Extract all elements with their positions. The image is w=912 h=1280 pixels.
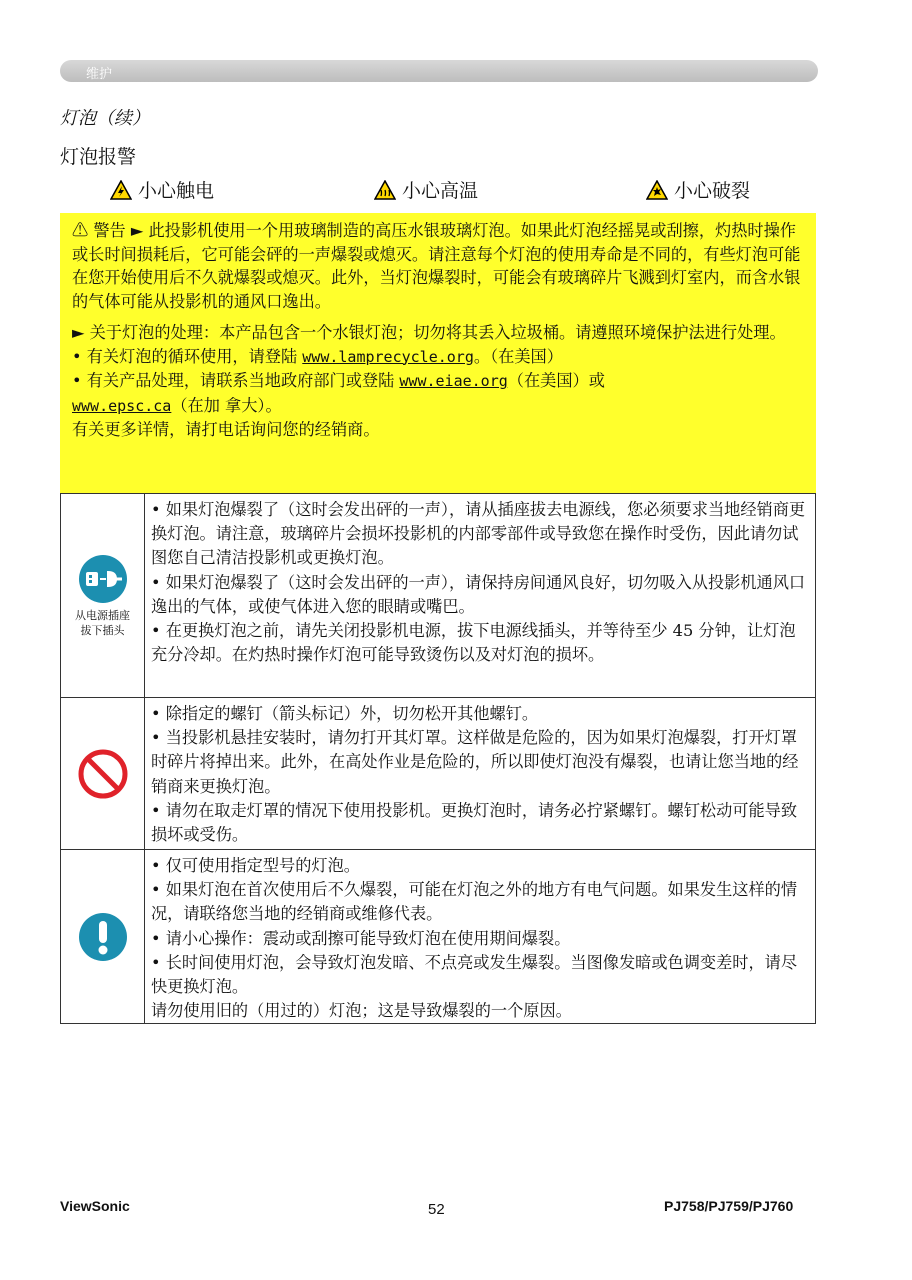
- warning-box: [60, 213, 816, 493]
- table-row: [61, 697, 815, 849]
- disposal-region: （在美国）或: [507, 371, 605, 390]
- eiae-link[interactable]: www.eiae.org: [399, 372, 508, 390]
- row3-line-3: • 请小心操作：震动或刮擦可能导致灯泡在使用期间爆裂。: [151, 928, 571, 948]
- row2-line-2: • 当投影机悬挂安装时，请勿打开其灯罩。这样做是危险的，因为如果灯泡爆裂，打开灯罩时碎片将掉出来。此外，在高处作业是危险的，所以即使灯泡没有爆裂，也请让您当地的经销商来更换灯泡。: [151, 728, 799, 796]
- row3-line-1: • 仅可使用指定型号的灯泡。: [151, 856, 360, 875]
- row3-line-4: • 长时间使用灯泡，会导致灯泡发暗、不点亮或发生爆裂。当图像发暗或色调变差时，请尽快更换灯泡。: [151, 952, 798, 997]
- explosion-icon: [646, 180, 668, 200]
- caution-electric-label: 小心触电: [138, 180, 215, 202]
- page-number: 52: [428, 1201, 445, 1218]
- safety-table: [60, 493, 816, 1024]
- caution-electric: [110, 176, 214, 203]
- epsc-link[interactable]: www.epsc.ca: [72, 396, 172, 415]
- footer-model: PJ758/PJ759/PJ760: [664, 1198, 794, 1214]
- table-row: [61, 849, 815, 1023]
- row3-line-2: • 如果灯泡在首次使用后不久爆裂，可能在灯泡之外的地方有电气问题。如果发生这样的情况，请联络您当地的经销商或维修代表。: [151, 880, 798, 924]
- disposal-region-canada: （在加 拿大）。: [171, 395, 282, 415]
- header-label: 维护: [86, 67, 113, 82]
- unplug-icon: [78, 554, 128, 604]
- lamprecycle-link[interactable]: www.lamprecycle.org: [302, 347, 474, 366]
- caution-explosion-label: 小心破裂: [674, 180, 751, 202]
- footer-brand: ViewSonic: [60, 1198, 130, 1214]
- warning-paragraph-2: ► 关于灯泡的处理：本产品包含一个水银灯泡；切勿将其丢入垃圾桶。请遵照环境保护法进行处理。: [72, 323, 786, 342]
- text-cell: [145, 494, 815, 697]
- caution-heat-label: 小心高温: [402, 180, 479, 202]
- header-bar: [60, 60, 818, 82]
- unplug-label: 从电源插座 拔下插头: [75, 608, 130, 637]
- section-title: 灯泡（续）: [60, 108, 150, 129]
- row1-line-3: • 在更换灯泡之前，请先关闭投影机电源，拔下电源线插头，并等待至少 45 分钟，让灯泡充分冷却。在灼热时操作灯泡可能导致烫伤以及对灯泡的损坏。: [151, 621, 796, 665]
- row3-line-5: 请勿使用旧的（用过的）灯泡；这是导致爆裂的一个原因。: [151, 1001, 572, 1021]
- exclamation-icon: [77, 911, 129, 963]
- hot-surface-icon: [374, 180, 396, 200]
- icon-cell: [61, 698, 145, 849]
- row2-line-1: • 除指定的螺钉（箭头标记）外，切勿松开其他螺钉。: [151, 704, 539, 723]
- warning-recycle-line: [72, 345, 804, 370]
- recycle-region: 。（在美国）: [473, 346, 563, 366]
- text-cell: [145, 850, 815, 1023]
- icon-cell: [61, 494, 145, 697]
- caution-explosion: [646, 176, 750, 203]
- caution-heat: [374, 176, 478, 203]
- electric-shock-icon: [110, 180, 132, 200]
- sub-title: 灯泡报警: [60, 146, 137, 168]
- recycle-text: • 有关灯泡的循环使用，请登陆: [72, 346, 303, 366]
- text-cell: [145, 698, 815, 849]
- row1-line-1: • 如果灯泡爆裂了（这时会发出砰的一声），请从插座拔去电源线，您必须要求当地经销商更换灯泡。请注意，玻璃碎片会损坏投影机的内部零部件或导致您在操作时受伤，因此请勿试图您自己清洁投影机或更换灯泡。: [151, 500, 806, 568]
- row2-line-3: • 请勿在取走灯罩的情况下使用投影机。更换灯泡时，请务必拧紧螺钉。螺钉松动可能导致损坏或受伤。: [151, 800, 798, 845]
- disposal-text: • 有关产品处理，请联系当地政府部门或登陆: [72, 371, 400, 390]
- table-row: [61, 493, 815, 697]
- icon-cell: [61, 850, 145, 1023]
- prohibited-icon: [77, 748, 129, 800]
- warning-contact-line: 有关更多详情，请打电话询问您的经销商。: [72, 420, 380, 439]
- warning-disposal-line: [72, 369, 804, 418]
- warning-paragraph-1: ⚠ 警告 ► 此投影机使用一个用玻璃制造的高压水银玻璃灯泡。如果此灯泡经摇晃或刮擦，灼热时操作或长时间损耗后，它可能会砰的一声爆裂或熄灭。请注意每个灯泡的使用寿命是不同的，有些灯泡可能在您开始使用后不久就爆裂或熄灭。此外，当灯泡爆裂时，可能会有玻璃碎片飞溅到灯室内，而含水银的气体可能从投影机的通风口逸出。: [72, 221, 801, 311]
- row1-line-2: • 如果灯泡爆裂了（这时会发出砰的一声），请保持房间通风良好，切勿吸入从投影机通风口逸出的气体，或使气体进入您的眼睛或嘴巴。: [151, 572, 806, 616]
